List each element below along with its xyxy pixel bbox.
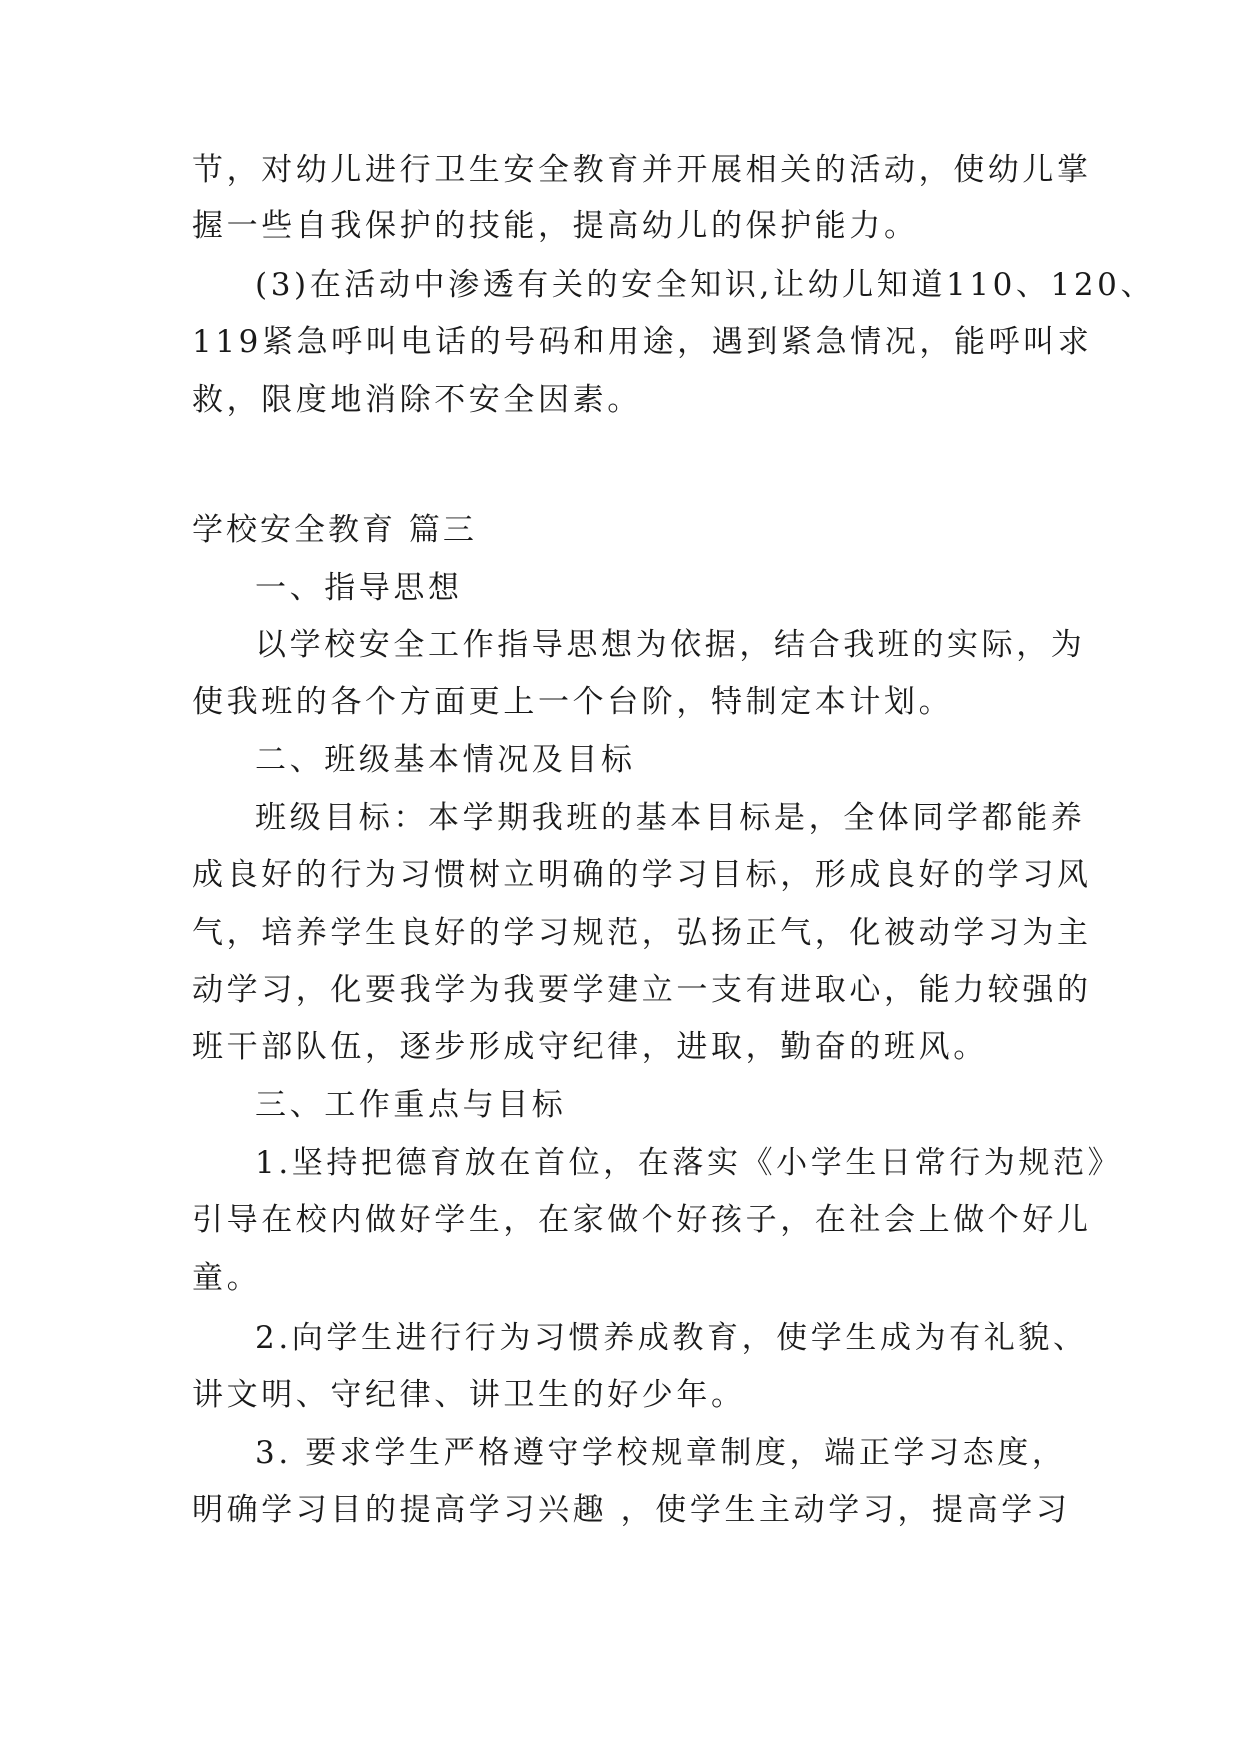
paragraph-line: 3. 要求学生严格遵守学校规章制度，端正学习态度， xyxy=(255,1435,1067,1471)
paragraph-line: 以学校安全工作指导思想为依据，结合我班的实际，为 xyxy=(255,627,1086,663)
subheading: 二、班级基本情况及目标 xyxy=(255,742,636,778)
paragraph-line: 明确学习目的提高学习兴趣 ，使学生主动学习，提高学习 xyxy=(192,1492,1071,1528)
paragraph-line: 班级目标：本学期我班的基本目标是，全体同学都能养 xyxy=(255,800,1086,836)
paragraph-line: 童。 xyxy=(192,1260,262,1296)
paragraph-line: 成良好的行为习惯树立明确的学习目标，形成良好的学习风 xyxy=(192,857,1092,893)
subheading: 三、工作重点与目标 xyxy=(255,1087,567,1123)
paragraph-line: 引导在校内做好学生，在家做个好孩子，在社会上做个好儿 xyxy=(192,1202,1092,1238)
paragraph-line: (3)在活动中渗透有关的安全知识,让幼儿知道110、120、 xyxy=(255,267,1156,303)
paragraph-line: 1.坚持把德育放在首位，在落实《小学生日常行为规范》 xyxy=(255,1145,1123,1181)
paragraph-line: 节，对幼儿进行卫生安全教育并开展相关的活动，使幼儿掌 xyxy=(192,152,1092,188)
section-title: 学校安全教育 篇三 xyxy=(192,512,477,548)
paragraph-line: 气，培养学生良好的学习规范，弘扬正气，化被动学习为主 xyxy=(192,915,1092,951)
paragraph-line: 救，限度地消除不安全因素。 xyxy=(192,382,642,418)
paragraph-line: 使我班的各个方面更上一个台阶，特制定本计划。 xyxy=(192,684,954,720)
paragraph-line: 班干部队伍，逐步形成守纪律，进取，勤奋的班风。 xyxy=(192,1029,988,1065)
paragraph-line: 119紧急呼叫电话的号码和用途，遇到紧急情况，能呼叫求 xyxy=(192,324,1093,360)
paragraph-line: 动学习，化要我学为我要学建立一支有进取心，能力较强的 xyxy=(192,972,1092,1008)
paragraph-line: 握一些自我保护的技能，提高幼儿的保护能力。 xyxy=(192,208,919,244)
paragraph-line: 2.向学生进行行为习惯养成教育，使学生成为有礼貌、 xyxy=(255,1320,1088,1356)
paragraph-line: 讲文明、守纪律、讲卫生的好少年。 xyxy=(192,1377,746,1413)
subheading: 一、指导思想 xyxy=(255,570,463,606)
